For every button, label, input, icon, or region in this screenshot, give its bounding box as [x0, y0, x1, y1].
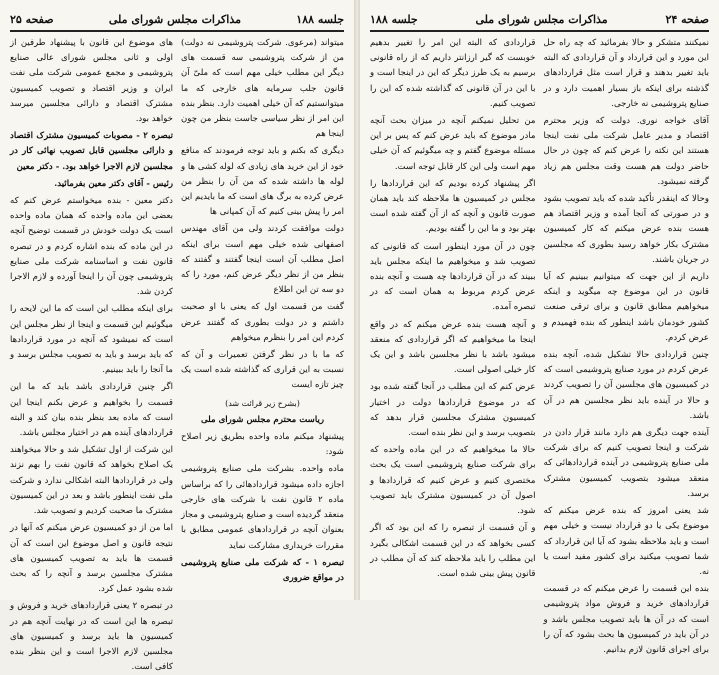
left-session-label: جلسه ۱۸۸ — [296, 12, 344, 26]
right-page-columns — [370, 36, 709, 655]
paragraph: تبصره ۱ - که شرکت ملی صنایع پتروشیمی در مواقع ضروری — [181, 557, 344, 583]
paragraph: این شرکت از اول تشکیل شد و حالا میخواهند یک اصلاح بخواهد که قانون نفت را بهم نزند ولی در قراردادها البته اشکالی ندارد و شرکت ملی نفت اینطور باشد و بعد در این کمیسیون مشترک ما صحبت کردیم و تصویب شد. — [10, 445, 173, 517]
paragraph: ماده واحده. بشرکت ملی صنایع پتروشیمی اجازه داده میشود قراردادهائی را که براساس ماده ۲ قانون نفت با شرکت های خارجی منعقد گردیده است و صنایع پتروشیمی و مجاز بعنوان آنچه در قراردادهای عمومی مطابق با مقررات خریداری مشارکت نماید — [181, 464, 344, 551]
paragraph: عرض کنم که این مطلب در آنجا گفته شده بود که در موضوع قراردادها دولت در اختیار کمیسیون مشترک مجلسین قرار بدهد که بتصویب برسد و این نظر بنده است. — [370, 382, 536, 439]
paragraph: داریم از این جهت که میتوانیم ببینیم که آیا قانون در این موضوع چه میگوید و اینکه میخواهیم مطابق قانون و برای ترقی صنعت کشور خودمان باشد اینطور که بنده فهمیدم و عرض کردم. — [543, 272, 709, 343]
paragraph: آقای خواجه نوری. دولت که وزیر محترم اقتصاد و مدیر عامل شرکت ملی نفت اینجا هستند این نکته را عرض کنم که چون در حال حاضر دولت هم هست وقت مجلس هم زیاد گرفته نمیشود. — [543, 116, 709, 187]
paragraph: میتواند (مرعوی. شرکت پتروشیمی نه دولت) من از شرکت پتروشیمی سه قسمت های دیگر این مطلب خیلی مهم است که ملیّ آن قانون جلب سرمایه های خارجی که ما میتوانستیم که آن خیلی اهمیت دارد. بنظر بنده این امر از نظر سیاسی جاست بنظر من چون اینجا هم — [181, 38, 344, 140]
paragraph: دیگری که بکنم و باید توجه فرمودند که منافع خود از این خرید های زیادی که لوله کشی ها و لوله ها داشته شده که من آن را بنظر من عرض کرده به برگ های است که ما بایدیم این امر را پیش بینی کنیم که آن کمپانی ها — [180, 146, 344, 218]
paragraph: وحالا که اینقدر تأکید شده که باید تصویب بشود و در صورتی که آنجا آمده و وزیر اقتصاد هم هست بنده عرض میکنم که کار کمیسیون مشترک بکار خواهد رسید بطوری که مجلسین در جریان باشند. — [543, 194, 709, 265]
paragraph: اگر چنین قراردادی باشد باید که ما این قسمت را بخواهیم و عرض بکنم اینجا این است که ماده بعد بنظر بنده بیان کند و البته قراردادهای آینده هم در اختیار مجلس باشد. — [10, 382, 173, 439]
proposal-heading: ریاست محترم مجلس شورای ملی — [200, 414, 325, 425]
left-page-header — [10, 8, 344, 32]
right-page-number: صفحه ۲۴ — [665, 12, 709, 26]
right-running-title: مذاکرات مجلس شورای ملی — [475, 12, 608, 26]
left-page-number: صفحه ۲۵ — [10, 12, 54, 26]
paragraph: آینده جهت دیگری هم دارد مانند قرار دادن در شرکت و اینجا تصویب کنیم که برای شرکت ملی صنایع پتروشیمی در آینده قراردادهائی که منعقد میشود بتصویب کمیسیون مشترک برسد. — [543, 428, 709, 499]
paragraph: و آن قسمت از تبصره را که این بود که اگر کسی بخواهد که در این قسمت اشکالی بگیرد این مطلب را باید ملاحظه کند که آن مطلب در قانون پیش بینی شده است. — [370, 523, 536, 579]
left-page — [0, 0, 355, 673]
paragraph: بنده این قسمت را عرض میکنم که در قسمت قراردادهای خرید و فروش مواد پتروشیمی است که در آن ها باید تصویب مجلس باشد و در آن باید در کمیسیون ها بحث بشود که آن را برای اجرای قانون لازم بدانیم. — [543, 584, 709, 655]
reading-note: (بشرح زیر قرائت شد) — [225, 398, 300, 408]
paragraph: پیشنهاد میکنم ماده واحده بطریق زیر اصلاح شود: — [181, 432, 344, 458]
paragraph: دکتر معین - بنده میخواستم عرض کنم که بعضی این ماده واحده که همان ماده واحده است یک دولت خودش در قسمت توضیح آنچه در این ماده که بنده اشاره کردم و در تبصره قانون نفت و اساسنامه شرکت ملی صنایع پتروشیمی چون آن را اینجا آورده و لازم الاجرا کردن شد. — [10, 196, 173, 298]
left-page-columns — [10, 36, 344, 673]
paragraph: دولت موافقت کردند ولی من آقای مهندس اصفهانی شده خیلی مهم است برای اینکه اصل مطلب آن است اینجا گفتند و گفتند که بنظر من از نظر دیگر عرض کنم، مورد را که دو سه تن این اطلاع — [181, 224, 344, 296]
paragraph: اما من از دو کمیسیون عرض میکنم که آنها در نتیجه قانون و اصل موضوع این است که آن قسمت ها باید به تصویب کمیسیون های مشترک مجلسین برسد و آنچه را که بحث شده بشود عمل کرد. — [10, 523, 173, 595]
paragraph: گفت من قسمت اول که یعنی با او صحبت داشتم و در دولت بطوری که گفتند عرض کردم این امر را بنظرم میخواهم — [181, 302, 344, 343]
paragraph: حالا ما میخواهیم که در این ماده واحده که برای شرکت صنایع پتروشیمی است یک بحث مختصری کنیم و عرض کنیم که قراردادها و اصول آن در کمیسیون مشترک باید تصویب شود. — [370, 445, 536, 517]
paragraph: قراردادی که البته این امر را تغییر بدهیم خوبست که گیر ارزانتر داریم که از راه قانونی برسیم به یک طرز دیگر که این در اینجا است و با این در آن قانونی که گذاشته شده که این را تصویب کنیم. — [370, 38, 536, 109]
right-session-label: جلسه ۱۸۸ — [370, 12, 418, 26]
left-page-column-left — [10, 36, 173, 673]
left-page-column-right — [181, 36, 344, 594]
paragraph: من تحلیل نمیکنم آنچه در میزان بحث آنچه مادر موضوع که باید عرض کنم که پس بر این مسئله موضوع گفتم و چه میگوئیم که آن خیلی مهم است ولی این کار قابل توجه است. — [370, 116, 536, 172]
paragraph: چون در آن مورد اینطور است که قانونی که تصویب شد و میخواهیم ما اینکه مجلس باید ببیند که در آن قراردادها چه هست و آنچه بنده عرض کردم مربوط به همان است که در تبصره آمده. — [370, 241, 536, 313]
paragraph: رئیس - آقای دکتر معین بفرمائید. — [54, 178, 173, 189]
paragraph: در تبصره ۲ یعنی قراردادهای خرید و فروش و تبصره ها این است که در نهایت آنچه هم در کمیسیون ها باید برسد و کمیسیون های مجلسین لازم الاجرا است و این بنظر بنده کافی است. — [10, 601, 173, 673]
paragraph: تبصره ۲ - مصوبات کمیسیون مشترک اقتصاد و دارائی مجلسین قابل تصویب نهائی کار در مجلسین لازم الاجرا خواهد بود. - دکتر معین — [10, 131, 173, 172]
left-running-title: مذاکرات مجلس شورای ملی — [108, 12, 242, 26]
paragraph: شد یعنی امروز که بنده عرض میکنم که موضوع یکی یا دو قرارداد نیست و خیلی مهم است و باید ملاحظه بشود که آیا این قرارداد که شما تصویب میکنید برای کشور مفید است یا نه. — [543, 506, 709, 577]
paragraph: نمیکنند متشکر و حالا بفرمائید که چه راه حل این مورد و این قرارداد و آن قراردادی که البته باید تغییر بدهند و قرار است مثل قراردادهای گذشته برای اینکه باز بسیار اهمیت دارد و در صنایع پتروشیمی نه خارجی. — [543, 38, 709, 109]
paragraph: چنین قراردادی حالا تشکیل شده، آنچه بنده عرض کردم در مورد صنایع پتروشیمی است که در کمیسیون های مجلسین آن را تصویب کردند و حالا در آینده باید نظر مجلسین هم در آن باشد. — [543, 350, 709, 421]
paragraph: و آنچه هست بنده عرض میکنم که در واقع اینجا ما میخواهیم که اگر قراردادی که منعقد میشود باشد با نظر مجلسین باشد و این یک کار خیلی اصولی است. — [370, 319, 536, 376]
paragraph: برای اینکه مطلب این است که ما این لایحه را میگوئیم این قسمت و اینجا از نظر مجلس این است که نمیشود که آنچه در مورد قراردادها که باید برسد و باید به تصویب مجلس برسد و ما آنجا را باید ببینیم. — [10, 304, 173, 376]
right-page — [360, 0, 719, 655]
right-page-header — [370, 8, 709, 32]
paragraph: اگر پیشنهاد کرده بودیم که این قراردادها را مجلس در کمیسیون ها ملاحظه کند باید همان صورت قانون و آنچه که از آن گفته شده است بهتر بود و ما این را گفته بودیم. — [370, 178, 536, 235]
right-page-column-left — [370, 36, 536, 594]
paragraph: که ما با در نظر گرفتن تعمیرات و آن که نسبت به این قراری که گذاشته شده است یک چیز تازه ایست — [181, 350, 344, 391]
right-page-column-right — [543, 36, 710, 655]
paragraph: های موضوع این قانون با پیشنهاد طرفین از اولی و ثانی مجلس شورای عالی صنایع پتروشیمی و مجمع عمومی شرکت ملی نفت ایران و وزیر اقتصاد و تصویب کمیسیون مشترک اقتصاد و دارائی مجلسین میرسد خواهد بود. — [10, 38, 173, 125]
